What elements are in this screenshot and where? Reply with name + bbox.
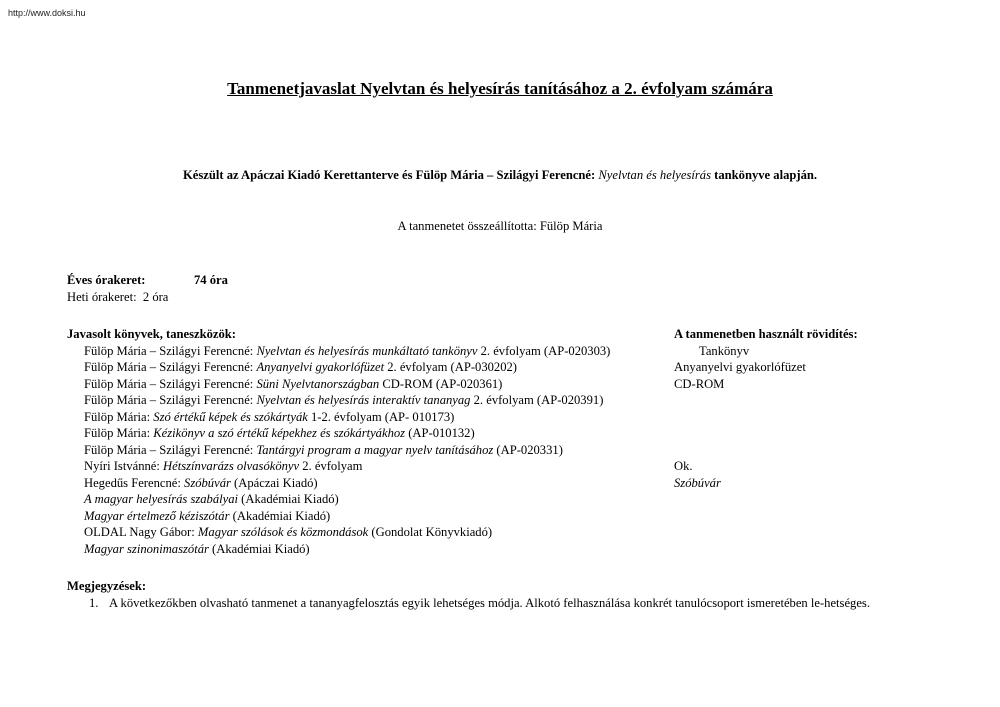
book-entry [84,475,318,492]
author-line: A tanmenetet összeállította: Fülöp Mária [397,219,603,233]
abbreviation-heading: A tanmenetben használt rövidítés: [674,327,858,341]
book-abbreviation: Szóbúvár [674,475,721,490]
book-title: Tantárgyi program a magyar nyelv tanításához [256,442,494,457]
book-details: 2. évfolyam (AP-030202) [384,360,518,374]
book-list-item [67,409,937,426]
hours-section [67,272,228,305]
book-list-item [67,524,937,541]
book-title: A magyar helyesírás szabályai [84,492,239,506]
book-details: CD-ROM (AP-020361) [379,376,503,391]
yearly-hours-value: 74 óra [194,273,228,287]
book-title: Magyar szinonimaszótár [84,541,209,556]
book-details: (Akadémiai Kiadó) [229,508,331,523]
book-list-item [67,475,937,492]
book-title: Nyelvtan és helyesírás munkáltató tankönyv [256,343,478,358]
book-entry [84,508,330,525]
book-title: Anyanyelvi gyakorlófüzet [256,360,385,374]
book-details: (Akadémiai Kiadó) [238,492,339,506]
book-author: Fülöp Mária – Szilágyi Ferencné: [84,360,257,374]
book-author: Fülöp Mária – Szilágyi Ferencné: [84,393,257,407]
book-details: 1-2. évfolyam (AP- 010173) [307,409,455,424]
book-title: Szó értékű képek és szókártyák [153,409,308,424]
weekly-hours: Heti órakeret: 2 óra [67,289,169,304]
book-author: Fülöp Mária: [84,426,154,440]
book-author: OLDAL Nagy Gábor: [84,525,198,539]
note-list [67,595,927,612]
book-list [67,343,937,558]
book-title: Szóbúvár [184,475,231,490]
book-entry [84,541,310,558]
source-url: http://www.doksi.hu [8,8,86,18]
book-details: 2. évfolyam [299,459,363,473]
book-list-item [67,359,937,376]
book-list-item [67,343,937,360]
book-details: (Akadémiai Kiadó) [208,541,310,556]
book-details: (Gondolat Könyvkiadó) [368,525,493,539]
book-details: (Apáczai Kiadó) [230,475,318,490]
book-list-item [67,458,937,475]
book-title: Hétszínvarázs olvasókönyv [163,459,300,473]
book-entry [84,359,517,376]
book-entry [84,425,475,442]
book-abbreviation: Anyanyelvi gyakorlófüzet [674,360,806,374]
book-title: Kézikönyv a szó értékű képekhez és szókártyákhoz [153,426,406,440]
note-item [67,595,927,612]
book-list-item [67,376,937,393]
yearly-hours-label: Éves órakeret: [67,273,146,287]
book-list-item [67,425,937,442]
note-number: 1. [89,595,99,610]
book-title: Nyelvtan és helyesírás interaktív tananyag [256,393,471,407]
subtitle-book-title: Nyelvtan és helyesírás [598,168,711,182]
book-details: (AP-010132) [405,426,475,440]
book-author: Fülöp Mária – Szilágyi Ferencné: [84,442,257,457]
book-details: 2. évfolyam (AP-020303) [477,343,611,358]
book-details: 2. évfolyam (AP-020391) [470,393,604,407]
book-author: Fülöp Mária – Szilágyi Ferencné: [84,376,257,391]
book-entry [84,458,362,475]
subtitle-suffix: tankönyve alapján. [711,168,818,182]
books-section [67,326,937,557]
book-author: Fülöp Mária – Szilágyi Ferencné: [84,343,257,358]
book-list-item [67,442,937,459]
book-author: Nyíri Istvánné: [84,459,164,473]
book-entry [84,524,492,541]
book-list-item [67,491,937,508]
book-author: Hegedűs Ferencné: [84,475,185,490]
book-entry [84,491,339,508]
subtitle-prefix: Készült az Apáczai Kiadó Kerettanterve és Fülöp Mária – Szilágyi Ferencné: [182,168,599,182]
book-entry [84,442,563,459]
document-subtitle [0,168,1000,183]
book-author: Fülöp Mária: [84,409,154,424]
book-details: (AP-020331) [493,442,563,457]
book-abbreviation: CD-ROM [674,376,725,391]
book-title: Magyar értelmező kéziszótár [84,508,230,523]
book-list-item [67,508,937,525]
book-entry [84,409,454,426]
note-text: A következőkben olvasható tanmenet a tananyagfelosztás egyik lehetséges módja. Alkotó felhasználása konkrét tanulócsoport ismeretében le-hetséges. [109,595,870,610]
books-header [67,326,937,343]
notes-heading: Megjegyzések: [67,579,147,593]
book-title: Magyar szólások és közmondások [197,525,369,539]
notes-section [67,578,927,611]
book-list-item [67,541,937,558]
book-entry [84,392,603,409]
book-list-item [67,392,937,409]
book-title: Süni Nyelvtanországban [256,376,380,391]
books-heading: Javasolt könyvek, taneszközök: [67,327,236,341]
book-abbreviation: Ok. [674,459,693,473]
book-entry [84,343,610,360]
document-title: Tanmenetjavaslat Nyelvtan és helyesírás tanításához a 2. évfolyam számára [227,79,773,98]
book-abbreviation: Tankönyv [699,343,750,358]
yearly-hours [67,272,228,289]
book-entry [84,376,502,393]
